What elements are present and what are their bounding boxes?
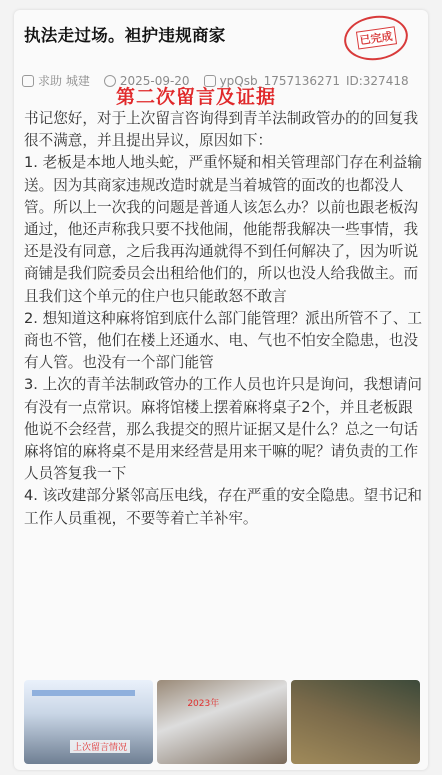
category-icon [22,75,34,87]
status-stamp-label: 已完成 [355,26,396,49]
body-paragraph: 1. 老板是本地人地头蛇，严重怀疑和相关管理部门存在利益输送。因为其商家违规改造时就是当着城管的面改的也都没人管。所以上一次我的问题是普通人该怎么办？以前也跟老板沟通过，他还声称我只要不找他闹，他能帮我解决一些事情，我还是没有同意，之后我再沟通就得不到任何解决了，因为听说商铺是我们院委员会出租给他们的，所以也没人给我做主。而且我们这个单元的住户也只能敢怒不敢言 [24,154,423,305]
body-paragraph: 2. 想知道这种麻将馆到底什么部门能管理？派出所管不了、工商也不管，他们在楼上还通水、电、气也不怕安全隐患，也没有人管。也没有一个部门能管 [24,309,423,372]
body-paragraph: 书记您好，对于上次留言咨询得到青羊法制政管办的的回复我很不满意，并且提出异议，原因如下： [24,110,419,150]
post-id: ID:327418 [345,73,409,88]
attachment-thumbnails [24,680,420,764]
post-title: 执法走过场。袒护违规商家 [24,26,226,45]
overlay-note: 第二次留言及证据 [116,86,277,108]
body-paragraph: 4. 该改建部分紧邻高压电线，存在严重的安全隐患。望书记和工作人员重视，不要等着亡羊补牢。 [24,487,423,527]
attachment-image-3[interactable] [291,680,420,764]
post-date: 2025-09-20 [119,73,190,88]
post-category[interactable]: 求助 城建 [38,74,90,88]
attachment-image-1[interactable] [24,680,153,764]
attachment-label: 2023年 [187,699,220,709]
clock-icon [104,75,116,87]
post-card [14,10,428,770]
post-body [24,108,422,530]
attachment-caption: 上次留言情况 [70,740,130,753]
status-stamp [341,12,411,64]
attachment-image-2[interactable] [157,680,286,764]
post-user[interactable]: ypQsb_1757136271 [219,73,340,88]
body-paragraph: 3. 上次的青羊法制政管办的工作人员也许只是询问，我想请问有没有一点常识。麻将馆楼上摆着麻将桌子2个，并且老板跟他说不会经营，那么我提交的照片证据又是什么？总之一句话麻将馆的麻将桌不是用来经营是用来干嘛的呢？请负责的工作人员答复我一下 [24,376,423,483]
